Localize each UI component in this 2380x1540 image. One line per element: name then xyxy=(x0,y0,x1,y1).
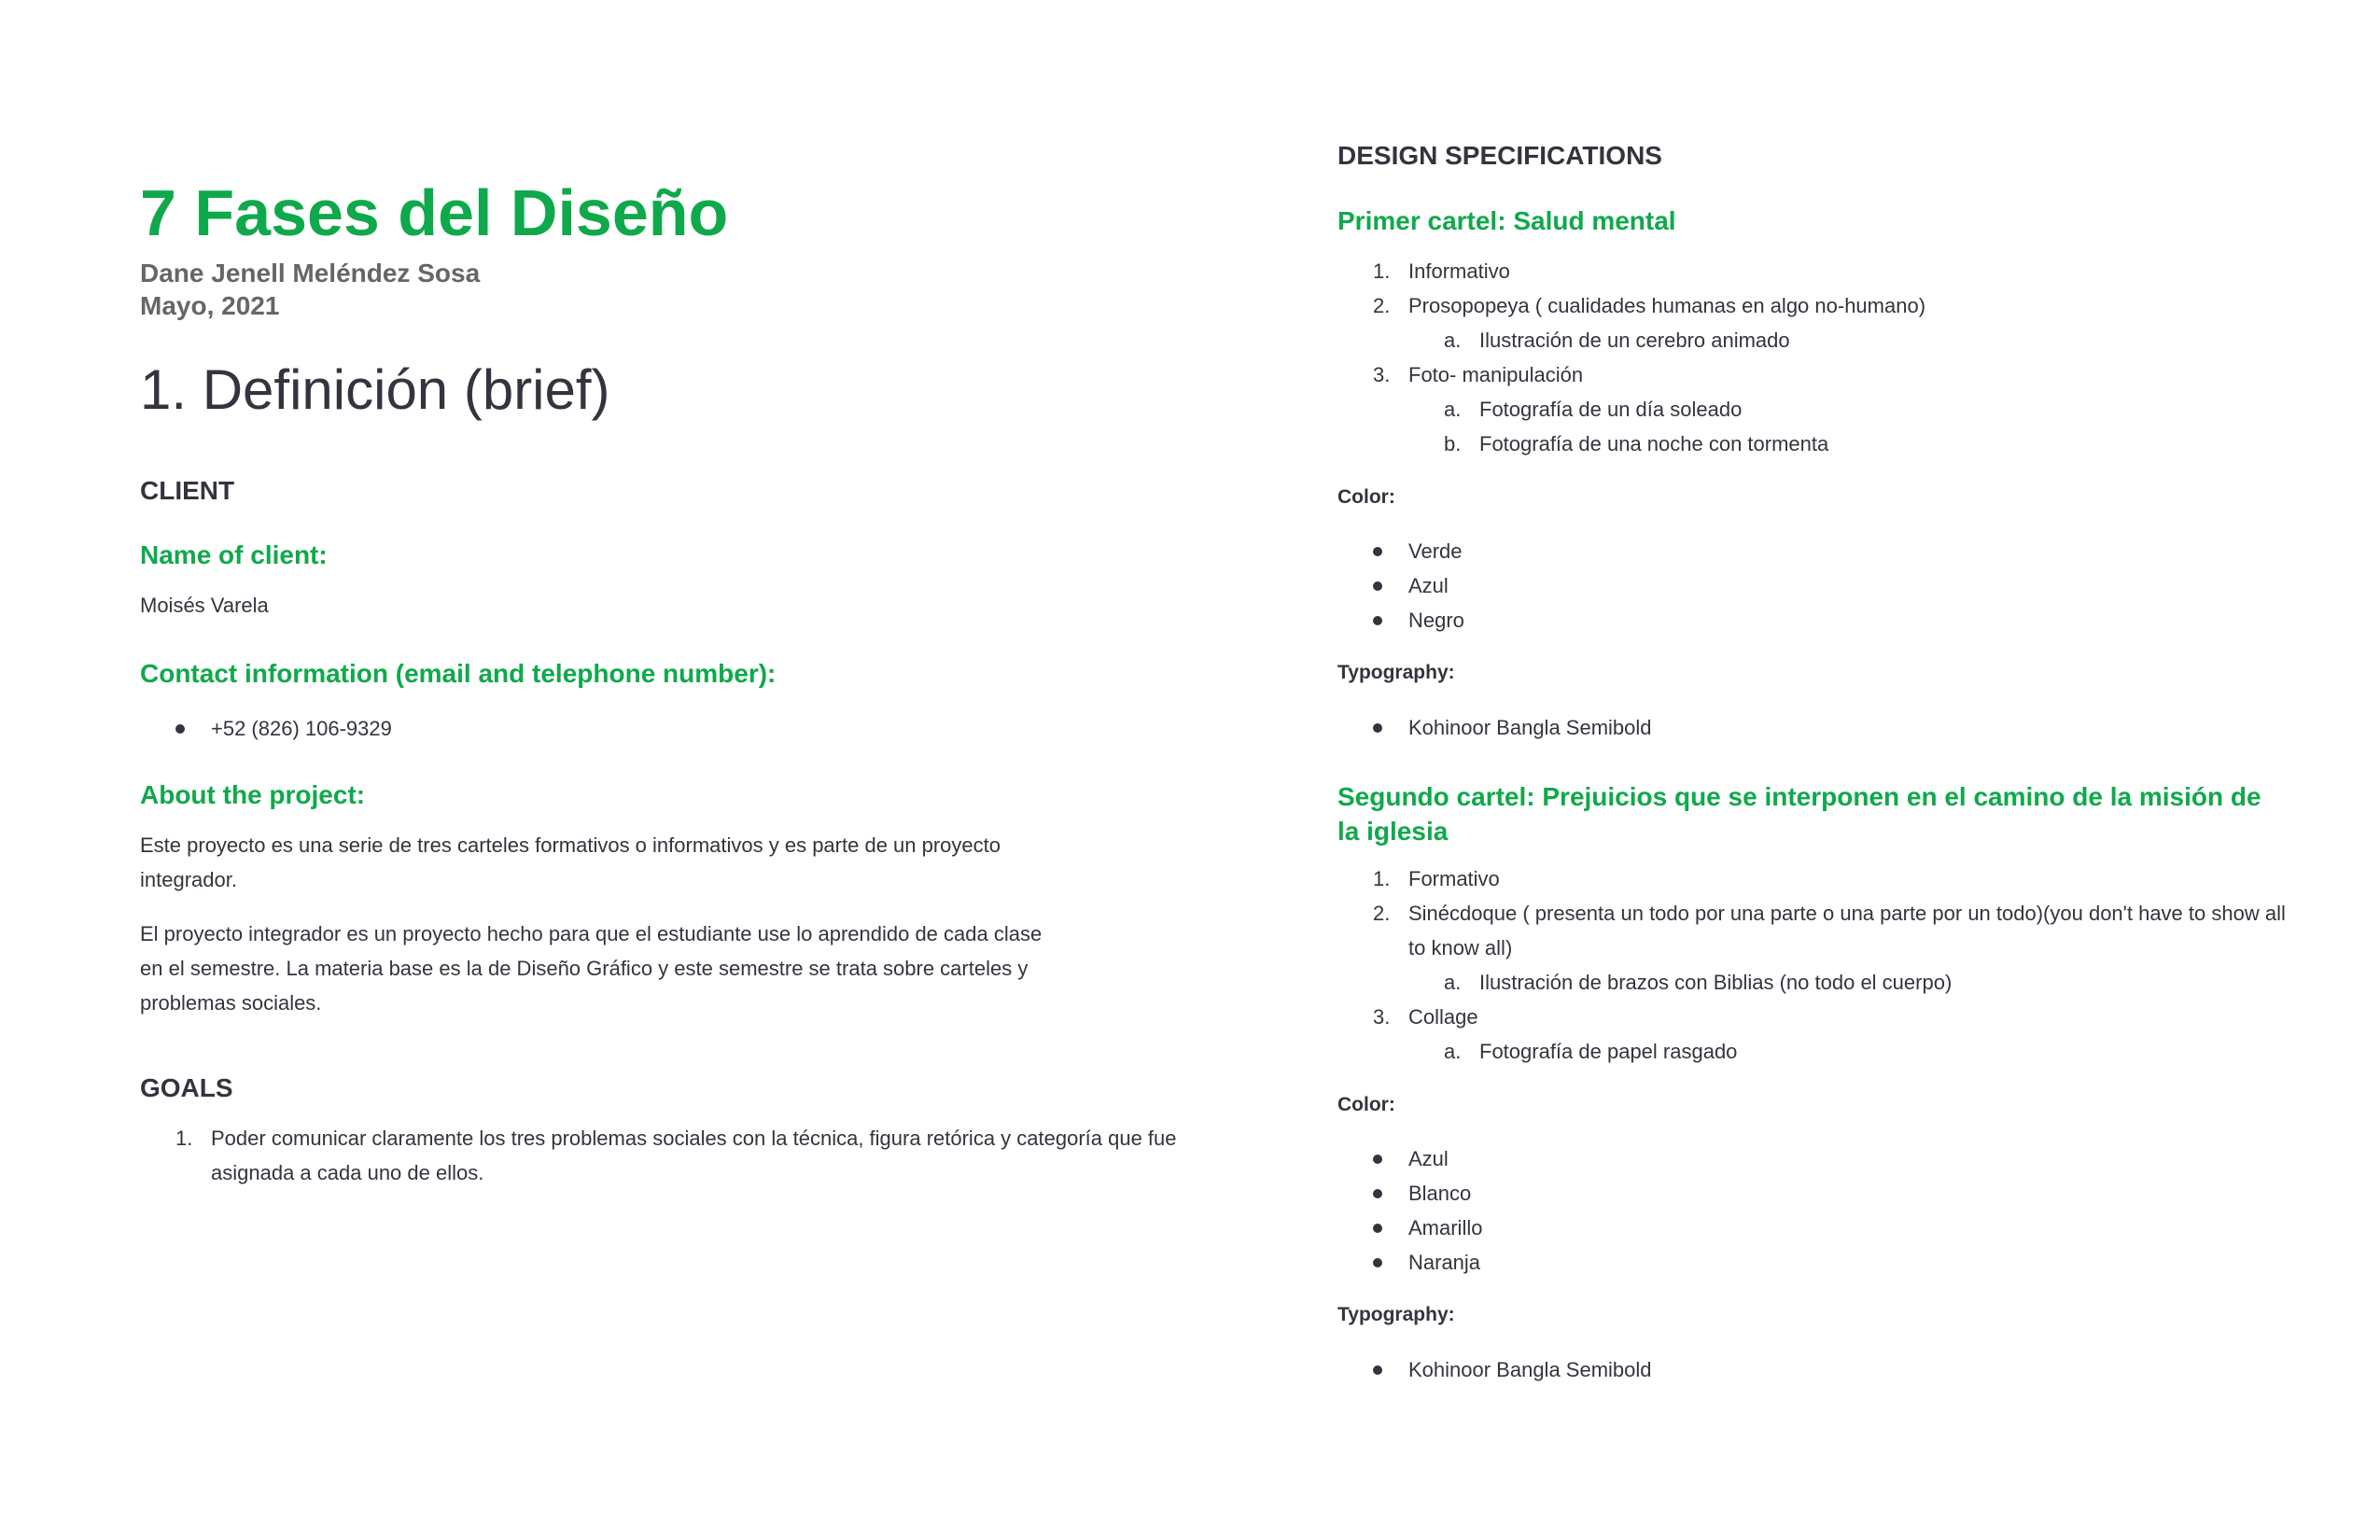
goal-list-item xyxy=(175,1121,1191,1190)
poster2-heading: Segundo cartel: Prejuicios que se interponen en el camino de la misión de la iglesia xyxy=(1337,782,2261,846)
author-name: Dane Jenell Meléndez Sosa xyxy=(140,259,481,287)
poster1-item-text: Foto- manipulación xyxy=(1408,363,1584,386)
poster1-subitem xyxy=(1444,427,1829,461)
bullet-icon xyxy=(1373,616,1382,625)
poster2-typography-label: Typography: xyxy=(1337,1304,1455,1325)
poster1-item xyxy=(1373,357,1584,392)
poster2-color-item xyxy=(1408,1211,1482,1245)
bullet-icon xyxy=(1373,1365,1382,1375)
poster1-subitem xyxy=(1444,323,1790,357)
color-name: Verde xyxy=(1408,539,1463,563)
contact-heading: Contact information (email and telephone number): xyxy=(140,659,777,688)
poster2-item xyxy=(1373,861,1500,896)
poster1-color-item xyxy=(1408,534,1463,568)
color-name: Azul xyxy=(1408,1147,1449,1170)
poster1-subitem-text: Fotografía de una noche con tormenta xyxy=(1479,432,1829,455)
font-name: Kohinoor Bangla Semibold xyxy=(1408,1358,1652,1381)
contact-list-item xyxy=(211,711,392,746)
poster2-color-item xyxy=(1408,1176,1471,1211)
poster1-item-text: Informativo xyxy=(1408,259,1510,283)
color-name: Negro xyxy=(1408,609,1464,632)
bullet-icon xyxy=(1373,547,1382,556)
section-title: 1. Definición (brief) xyxy=(140,358,610,421)
list-marker: b. xyxy=(1444,432,1462,455)
poster1-color-item xyxy=(1408,568,1449,603)
poster1-heading: Primer cartel: Salud mental xyxy=(1337,206,1676,235)
about-paragraph-2: El proyecto integrador es un proyecto hecho para que el estudiante use lo aprendido de cada clase en el semestre. La materia base es la de Diseño Gráfico y este semestre se trata sobre carteles y problemas sociales. xyxy=(140,922,1043,1015)
name-of-client-heading: Name of client: xyxy=(140,540,328,569)
list-marker: a. xyxy=(1444,1040,1462,1063)
about-heading: About the project: xyxy=(140,780,366,809)
poster2-item-text: Formativo xyxy=(1408,867,1500,890)
poster2-subitem xyxy=(1444,965,1953,1000)
list-marker: 1. xyxy=(1373,867,1391,890)
bullet-icon xyxy=(1373,581,1382,591)
bullet-icon xyxy=(1373,1189,1382,1198)
list-marker: 1. xyxy=(1373,259,1391,283)
bullet-icon xyxy=(1373,1224,1382,1233)
poster1-item xyxy=(1373,254,1510,288)
bullet-icon xyxy=(1373,1258,1382,1267)
poster1-subitem-text: Ilustración de un cerebro animado xyxy=(1479,329,1790,352)
color-name: Amarillo xyxy=(1408,1216,1483,1239)
goal-text: Poder comunicar claramente los tres problemas sociales con la técnica, figura retórica y categoría que fue asignada a cada uno de ellos. xyxy=(211,1127,1177,1184)
document-title: 7 Fases del Diseño xyxy=(140,176,729,249)
poster1-item xyxy=(1373,288,1926,323)
color-name: Blanco xyxy=(1408,1182,1472,1205)
poster2-color-label: Color: xyxy=(1337,1094,1395,1115)
poster1-item-text: Prosopopeya ( cualidades humanas en algo no-humano) xyxy=(1408,294,1926,317)
list-marker: 1. xyxy=(175,1127,193,1150)
poster1-subitem xyxy=(1444,392,1743,427)
font-name: Kohinoor Bangla Semibold xyxy=(1408,716,1652,739)
list-marker: a. xyxy=(1444,398,1462,421)
poster2-item-text: Sinécdoque ( presenta un todo por una parte o una parte por un todo)(you don't have to show all to know all) xyxy=(1408,902,2286,959)
poster2-font-item xyxy=(1408,1352,1652,1387)
poster2-subitem-text: Fotografía de papel rasgado xyxy=(1479,1040,1738,1063)
about-paragraph-1: Este proyecto es una serie de tres carteles formativos o informativos y es parte de un proyecto integrador. xyxy=(140,833,1001,891)
poster1-typography-label: Typography: xyxy=(1337,662,1455,683)
list-marker: 2. xyxy=(1373,294,1391,317)
bullet-icon xyxy=(1373,1155,1382,1164)
poster2-subitem xyxy=(1444,1034,1738,1069)
poster2-color-item xyxy=(1408,1245,1480,1280)
contact-phone: +52 (826) 106-9329 xyxy=(211,717,392,740)
client-name: Moisés Varela xyxy=(140,594,269,617)
poster2-color-item xyxy=(1408,1141,1449,1176)
document-date: Mayo, 2021 xyxy=(140,291,280,320)
poster2-item xyxy=(1373,1000,1478,1034)
poster1-color-item xyxy=(1408,603,1464,637)
client-heading: CLIENT xyxy=(140,476,235,505)
poster1-color-label: Color: xyxy=(1337,486,1395,508)
list-marker: 3. xyxy=(1373,1005,1391,1029)
bullet-icon xyxy=(175,724,185,734)
list-marker: a. xyxy=(1444,971,1462,994)
list-marker: 2. xyxy=(1373,902,1391,925)
poster1-font-item xyxy=(1408,710,1652,745)
poster2-subitem-text: Ilustración de brazos con Biblias (no todo el cuerpo) xyxy=(1479,971,1953,994)
poster1-subitem-text: Fotografía de un día soleado xyxy=(1479,398,1743,421)
list-marker: 3. xyxy=(1373,363,1391,386)
goals-heading: GOALS xyxy=(140,1073,233,1102)
poster2-item xyxy=(1373,896,2295,965)
color-name: Naranja xyxy=(1408,1251,1481,1274)
design-spec-heading: DESIGN SPECIFICATIONS xyxy=(1337,141,1662,170)
list-marker: a. xyxy=(1444,329,1462,352)
color-name: Azul xyxy=(1408,574,1449,597)
bullet-icon xyxy=(1373,723,1382,733)
poster2-item-text: Collage xyxy=(1408,1005,1478,1029)
